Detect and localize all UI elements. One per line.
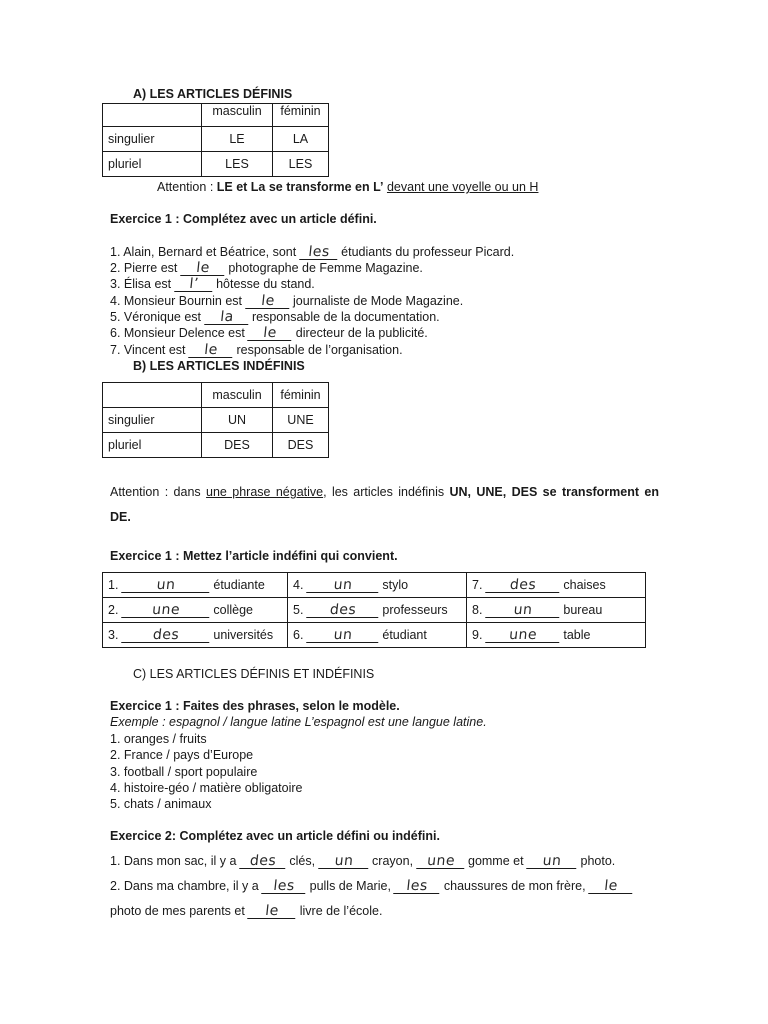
definite-articles-table	[102, 103, 329, 177]
row-label: pluriel	[103, 152, 202, 177]
header-masculin: masculin	[202, 104, 273, 127]
exercise-c2-line1: 1. Dans mon sac, il y a des clés, un crayon, une gomme et un photo.	[110, 853, 616, 869]
handwritten-answer: les	[261, 879, 307, 894]
empty-header-cell	[103, 383, 202, 408]
cell-fem: LES	[273, 152, 329, 177]
handwritten-answer: les	[299, 245, 339, 260]
row-label: pluriel	[103, 433, 202, 458]
handwritten-answer: le	[247, 904, 297, 919]
grid-cell: 3. des universités	[103, 623, 288, 648]
handwritten-answer: le	[588, 879, 634, 894]
exercise-b1-title: Exercice 1 : Mettez l’article indéfini qui convient.	[110, 549, 398, 563]
list-item: 3. football / sport populaire	[110, 765, 258, 779]
cell-masc: DES	[202, 433, 273, 458]
handwritten-answer: un	[485, 603, 561, 618]
list-item: 4. histoire-géo / matière obligatoire	[110, 781, 303, 795]
handwritten-answer: des	[121, 628, 211, 643]
attention-underlined: une phrase négative	[206, 485, 324, 499]
handwritten-answer: le	[188, 343, 234, 358]
header-feminin: féminin	[273, 104, 329, 127]
handwritten-answer: une	[416, 854, 466, 869]
header-feminin: féminin	[273, 383, 329, 408]
exercise-a1-title: Exercice 1 : Complétez avec un article défini.	[110, 212, 377, 226]
cell-fem: DES	[273, 433, 329, 458]
handwritten-answer: un	[306, 578, 380, 593]
exercise-c2-line3: photo de mes parents et le livre de l’école.	[110, 903, 383, 919]
handwritten-answer: les	[394, 879, 442, 894]
grid-cell: 1. un étudiante	[103, 573, 288, 598]
cell-masc: LES	[202, 152, 273, 177]
attention-note-b: Attention : dans une phrase négative, les articles indéfinis UN, UNE, DES se transforment en	[110, 485, 659, 499]
indefinite-articles-table	[102, 382, 329, 458]
grid-cell: 2. une collège	[103, 598, 288, 623]
handwritten-answer: le	[180, 261, 226, 276]
grid-cell: 8. un bureau	[467, 598, 646, 623]
grid-cell: 4. un stylo	[288, 573, 467, 598]
empty-header-cell	[103, 104, 202, 127]
exercise-line: 5. Véronique est la responsable de la documentation.	[110, 309, 440, 325]
attention-underlined: devant une voyelle ou un H	[386, 180, 539, 194]
handwritten-answer: le	[245, 294, 291, 309]
row-label: singulier	[103, 408, 202, 433]
list-item: 1. oranges / fruits	[110, 732, 207, 746]
attention-note-b-line2: DE.	[110, 510, 131, 524]
grid-cell: 5. des professeurs	[288, 598, 467, 623]
list-item: 5. chats / animaux	[110, 797, 212, 811]
handwritten-answer: un	[306, 628, 380, 643]
handwritten-answer: une	[121, 603, 211, 618]
section-a-title: A) LES ARTICLES DÉFINIS	[133, 87, 293, 101]
section-b-title: B) LES ARTICLES INDÉFINIS	[133, 359, 305, 373]
handwritten-answer: un	[318, 854, 370, 869]
cell-fem: LA	[273, 127, 329, 152]
handwritten-answer: la	[204, 310, 250, 325]
handwritten-answer: des	[485, 578, 561, 593]
attention-note-a	[157, 179, 538, 195]
exercise-c2-title: Exercice 2: Complétez avec un article défini ou indéfini.	[110, 829, 440, 843]
exercise-b1-grid	[102, 572, 646, 648]
list-item: 2. France / pays d’Europe	[110, 748, 254, 762]
exercise-line: 4. Monsieur Bournin est le journaliste de Mode Magazine.	[110, 293, 464, 309]
exercise-line: 2. Pierre est le photographe de Femme Magazine.	[110, 260, 423, 276]
attention-bold: LE et La se transforme en L’	[216, 180, 384, 194]
exercise-c1-title: Exercice 1 : Faites des phrases, selon le modèle.	[110, 699, 400, 713]
handwritten-answer: un	[121, 578, 211, 593]
section-c-title: C) LES ARTICLES DÉFINIS ET INDÉFINIS	[133, 667, 375, 681]
header-masculin: masculin	[202, 383, 273, 408]
attention-bold: UN, UNE, DES se transforment en	[449, 485, 659, 499]
handwritten-answer: le	[247, 326, 293, 341]
handwritten-answer: des	[239, 854, 287, 869]
exercise-line: 3. Élisa est l’ hôtesse du stand.	[110, 276, 315, 292]
attention-prefix: Attention :	[157, 180, 217, 194]
grid-cell: 6. un étudiant	[288, 623, 467, 648]
handwritten-answer: une	[485, 628, 561, 643]
cell-masc: UN	[202, 408, 273, 433]
handwritten-answer: un	[526, 854, 578, 869]
cell-fem: UNE	[273, 408, 329, 433]
handwritten-answer: des	[306, 603, 380, 618]
exercise-line: 6. Monsieur Delence est le directeur de la publicité.	[110, 325, 428, 341]
cell-masc: LE	[202, 127, 273, 152]
grid-cell: 9. une table	[467, 623, 646, 648]
exercise-c2-line2: 2. Dans ma chambre, il y a les pulls de Marie, les chaussures de mon frère, le	[110, 878, 633, 894]
exercise-line: 7. Vincent est le responsable de l’organisation.	[110, 342, 403, 358]
exercise-line: 1. Alain, Bernard et Béatrice, sont les étudiants du professeur Picard.	[110, 244, 515, 260]
exercise-c1-example: Exemple : espagnol / langue latine L’espagnol est une langue latine.	[110, 715, 487, 729]
row-label: singulier	[103, 127, 202, 152]
grid-cell: 7. des chaises	[467, 573, 646, 598]
handwritten-answer: l’	[174, 277, 214, 292]
